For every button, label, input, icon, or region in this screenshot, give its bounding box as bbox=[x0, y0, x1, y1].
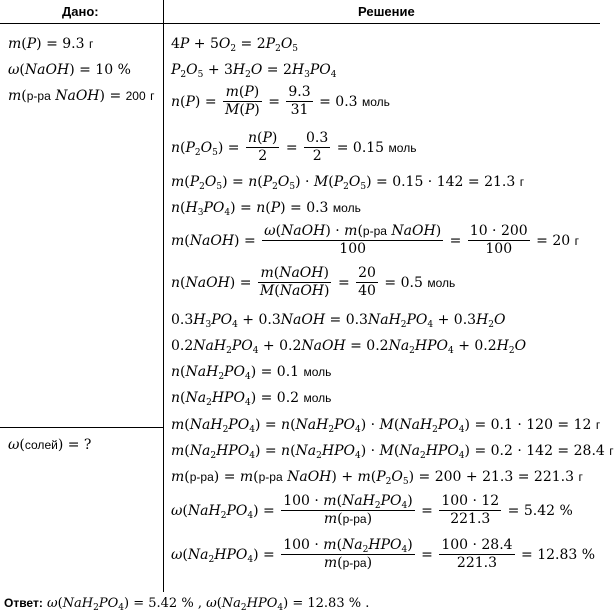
calc-n-p: n(P) = $\frac{m(P)}{M(P)}$ = $\frac{9.3}{31}$ = 0.3 моль bbox=[171, 84, 390, 118]
calc-m-na2hpo4: $m(Na_2HPO_4) = n(Na_2HPO_4) \cdot M(Na_2HPO_4) = 0.2 \cdot 142 = 28.4$ г bbox=[171, 443, 614, 461]
given-mass-solution: m(р-ра NaOH) = 200 г bbox=[8, 88, 155, 104]
solution-title: Решение bbox=[358, 4, 415, 19]
calc-m-nah2po4: $m(NaH_2PO_4) = n(NaH_2PO_4) \cdot M(NaH_2PO_4) = 0.1 \cdot 120 = 12$ г bbox=[171, 417, 601, 435]
calc-n-nah2po4: $n(NaH_2PO_4) = 0.1$ моль bbox=[171, 364, 332, 382]
eq-neutralization-1: $0.3H_3PO_4$ + 0.3NaOH = $0.3NaH_2PO_4 + 0.3H_2O$ bbox=[171, 312, 506, 330]
calc-n-na2hpo4: $n(Na_2HPO_4) = 0.2$ моль bbox=[171, 390, 332, 408]
eq-neutralization-2: $0.2NaH_2PO_4$ + 0.2NaOH = $0.2Na_2HPO_4 + 0.2H_2O$ bbox=[171, 338, 527, 356]
eq-p2o5-hydration: $P_2O_5 + 3H_2O = 2H_3PO_4$ bbox=[171, 62, 337, 80]
given-title: Дано: bbox=[62, 4, 99, 19]
calc-m-p2o5: $m(P_2O_5) = n(P_2O_5) \cdot M(P_2O_5) = 0.15 \cdot 142 = 21.3$ г bbox=[171, 174, 525, 192]
calc-n-naoh: n(NaOH) = $\frac{\text{m(NaOH)}}{\text{M(NaOH)}}$ = $\frac{20}{40}$ = 0.5 моль bbox=[171, 265, 456, 299]
calc-n-p2o5: $n(P_2O_5)$ = $\frac{n(P)}{2}$ = $\frac{0.3}{2}$ = 0.15 моль bbox=[171, 130, 417, 164]
given-fraction-naoh: ω(NaOH) = 10 % bbox=[8, 62, 131, 78]
calc-w-na2hpo4: $\omega(Na_2HPO_4)$ = $\frac{100 \cdot m(Na_2HPO_4)}{m(р-ра)}$ = $\frac{100 \cdot 28.4}{221.3}$ = 12.83 % bbox=[171, 537, 596, 571]
find-salt-fraction: ω(солей) = ? bbox=[8, 437, 92, 453]
calc-m-solution: m(р-ра) = m(р-ра NaOH) + $m(P_2O_5) = 200 + 21.3 = 221.3$ г bbox=[171, 469, 583, 487]
eq-p-combustion: $4P + 5O_2 = 2P_2O_5$ bbox=[171, 36, 299, 54]
calc-n-h3po4: $n(H_3PO_4) = n(P) = 0.3$ моль bbox=[171, 200, 361, 218]
header-divider bbox=[0, 23, 600, 24]
answer-label: Ответ: bbox=[4, 596, 43, 610]
find-divider bbox=[0, 427, 164, 428]
answer-line: Ответ: $\omega(NaH_2PO_4) = 5.42$ % , $\omega(Na_2HPO_4) = 12.83$ % . bbox=[4, 596, 370, 613]
calc-w-nah2po4: $\omega(NaH_2PO_4)$ = $\frac{100 \cdot m(NaH_2PO_4)}{m(р-ра)}$ = $\frac{100 \cdot 12}{221.3}$ = 5.42 % bbox=[171, 493, 573, 527]
given-mass-p: m(P) = 9.3 г bbox=[8, 36, 94, 52]
calc-m-naoh: m(NaOH) = $\frac{\text{ω(NaOH) · m(р-ра NaOH)}}{100}$ = $\frac{10 \cdot 200}{100}$ = 20 г bbox=[171, 223, 579, 257]
vertical-divider bbox=[163, 0, 164, 592]
